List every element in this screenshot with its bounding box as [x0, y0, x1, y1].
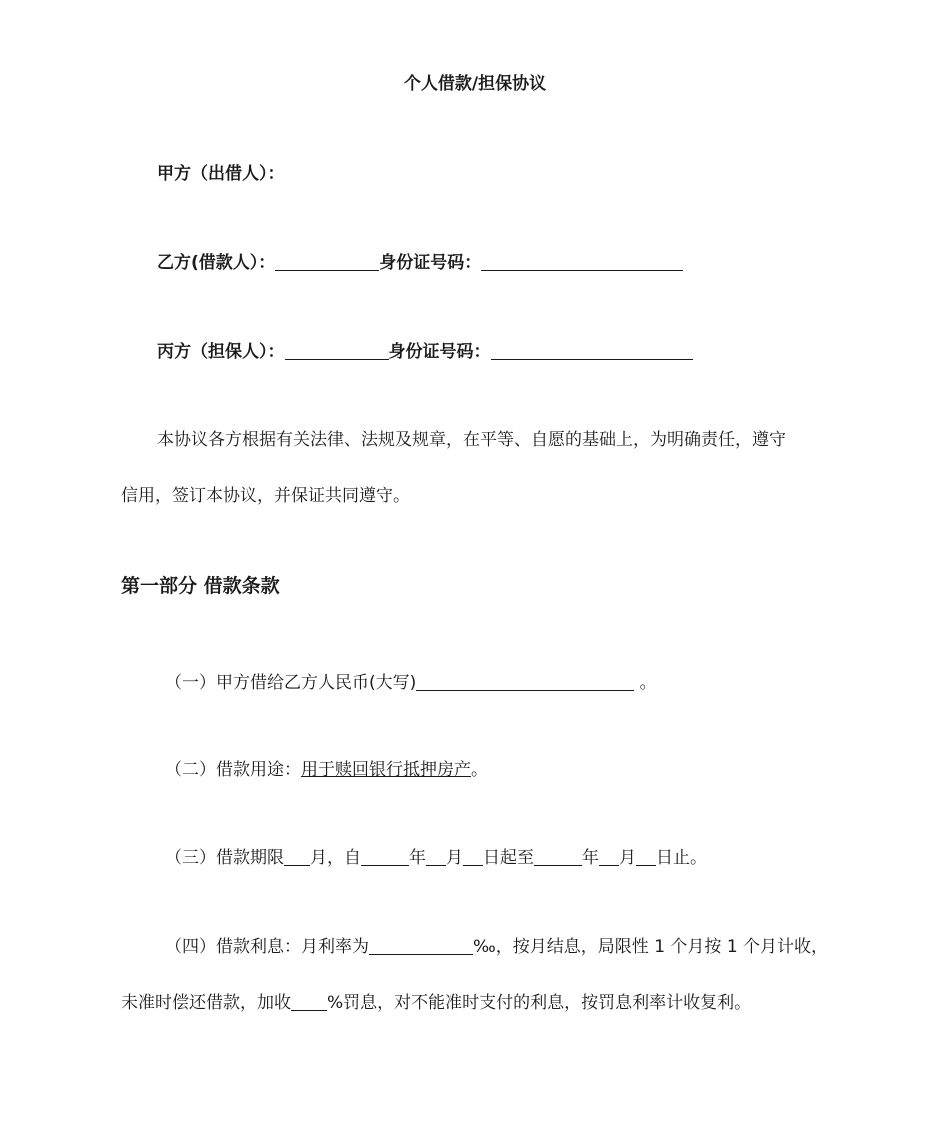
party-b-line: [157, 251, 683, 275]
loan-term-text: 年: [409, 848, 426, 868]
start-day-blank[interactable]: [463, 848, 483, 866]
party-a-label: 甲方（出借人）：: [157, 164, 285, 184]
preamble-line-1: 本协议各方根据有关法律、法规及规章，在平等、自愿的基础上，为明确责任，遵守: [157, 430, 786, 450]
penalty-terms: %罚息，对不能准时支付的利息，按罚息利率计收复利。: [327, 993, 752, 1013]
loan-term-label: （三）借款期限: [165, 848, 284, 868]
party-c-id-label: 身份证号码：: [388, 342, 491, 362]
loan-amount-blank[interactable]: [416, 673, 634, 691]
loan-purpose-clause: [165, 758, 488, 782]
loan-amount-prefix: （一）甲方借给乙方人民币(大写): [165, 673, 417, 693]
loan-term-text: 日止。: [656, 848, 707, 868]
loan-term-text: 年: [582, 848, 599, 868]
section-1-heading: 第一部分 借款条款: [121, 575, 280, 597]
penalty-rate-blank[interactable]: [291, 993, 327, 1011]
document-title: 个人借款/担保协议: [403, 74, 547, 94]
loan-interest-clause-line-2: [121, 991, 751, 1015]
preamble-line-2: 信用，签订本协议，并保证共同遵守。: [121, 486, 410, 506]
party-c-line: [157, 340, 693, 364]
start-month-blank[interactable]: [426, 848, 446, 866]
loan-interest-clause: [165, 935, 828, 959]
loan-purpose-value: 用于赎回银行抵押房产: [301, 760, 471, 780]
loan-term-text: 月: [446, 848, 463, 868]
monthly-rate-blank[interactable]: [369, 937, 473, 955]
party-c-label: 丙方（担保人）：: [157, 342, 285, 362]
party-b-id-label: 身份证号码：: [379, 253, 482, 273]
loan-term-clause: [165, 846, 707, 870]
party-b-name-blank[interactable]: [275, 253, 379, 271]
loan-purpose-suffix: 。: [471, 760, 488, 780]
penalty-label: 未准时偿还借款，加收: [121, 993, 291, 1013]
loan-term-text: 月: [619, 848, 636, 868]
party-c-name-blank[interactable]: [285, 342, 389, 360]
interest-label: （四）借款利息：月利率为: [165, 937, 369, 957]
interest-terms: ‰，按月结息，局限性 1 个月按 1 个月计收，: [473, 937, 829, 957]
party-a-line: [157, 162, 285, 186]
loan-term-text: 月，自: [310, 848, 361, 868]
start-year-blank[interactable]: [361, 848, 409, 866]
loan-purpose-prefix: （二）借款用途：: [165, 760, 301, 780]
party-b-label: 乙方(借款人）：: [157, 253, 276, 273]
end-month-blank[interactable]: [599, 848, 619, 866]
loan-amount-clause: [165, 671, 657, 695]
loan-amount-suffix: 。: [634, 673, 657, 693]
loan-term-months-blank[interactable]: [284, 848, 310, 866]
party-b-id-blank[interactable]: [481, 253, 683, 271]
loan-term-text: 日起至: [483, 848, 534, 868]
party-c-id-blank[interactable]: [491, 342, 693, 360]
end-year-blank[interactable]: [534, 848, 582, 866]
end-day-blank[interactable]: [636, 848, 656, 866]
